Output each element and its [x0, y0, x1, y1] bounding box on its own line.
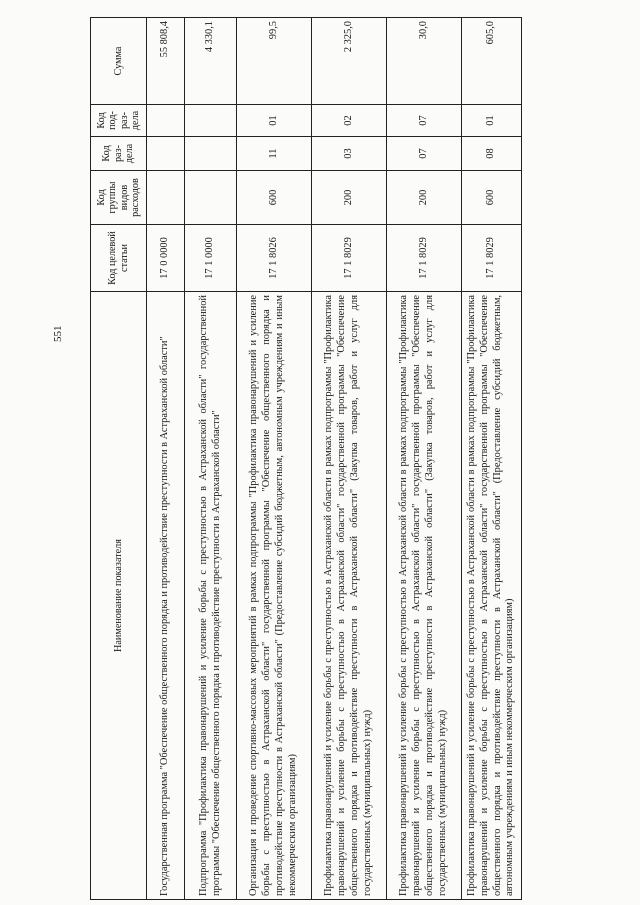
row-target-code: 17 1 8026: [237, 225, 312, 292]
budget-table: [90, 17, 522, 900]
table-row: [147, 18, 185, 900]
table-row: [387, 18, 462, 900]
row-name: Профилактика правонарушений и усиление борьбы с преступностью в Астраханской области в рамках подпрограммы "Профилактика правонарушений и усиление борьбы с преступностью в Астраханской области" государственной программы "Обеспечение общественного порядка и противодействие преступности в Астраханской области" (Предоставление субсидий бюджетным, автономным учреждениям и иным некоммерческим организациям): [462, 292, 522, 900]
row-target-code: 17 1 8029: [462, 225, 522, 292]
row-section: 11: [237, 137, 312, 171]
table-row: [462, 18, 522, 900]
row-expense-group: 600: [237, 171, 312, 225]
row-subsection: [185, 105, 237, 137]
page-number: 551: [52, 325, 64, 342]
header-sum: Сумма: [91, 18, 147, 105]
row-sum: 55 808,4: [147, 18, 185, 105]
row-sum: 605,0: [462, 18, 522, 105]
row-section: [147, 137, 185, 171]
row-target-code: 17 0 0000: [147, 225, 185, 292]
row-subsection: 01: [237, 105, 312, 137]
row-sum: 2 325,0: [312, 18, 387, 105]
row-subsection: [147, 105, 185, 137]
row-sum: 30,0: [387, 18, 462, 105]
row-sum: 4 330,1: [185, 18, 237, 105]
header-subsection: Код под-раз-дела: [91, 105, 147, 137]
row-section: 03: [312, 137, 387, 171]
table-row: [185, 18, 237, 900]
row-section: [185, 137, 237, 171]
row-expense-group: 200: [387, 171, 462, 225]
row-name: Организация и проведение спортивно-массовых мероприятий в рамках подпрограммы "Профилактика правонарушений и усиление борьбы с преступностью в Астраханской области" государственной программы "Обеспечение общественного порядка и противодействие преступности в Астраханской области" (Предоставление субсидий бюджетным, автономным учреждениям и иным некоммерческим организациям): [237, 292, 312, 900]
header-name: Наименование показателя: [91, 292, 147, 900]
row-target-code: 17 1 8029: [312, 225, 387, 292]
header-expense-group: Код группы видов расходов: [91, 171, 147, 225]
row-name: Государственная программа "Обеспечение общественного порядка и противодействие преступности в Астраханской области": [147, 292, 185, 900]
row-subsection: 01: [462, 105, 522, 137]
table-row: [312, 18, 387, 900]
row-expense-group: 600: [462, 171, 522, 225]
row-subsection: 07: [387, 105, 462, 137]
row-target-code: 17 1 0000: [185, 225, 237, 292]
header-section: Код раз-дела: [91, 137, 147, 171]
row-expense-group: 200: [312, 171, 387, 225]
row-expense-group: [147, 171, 185, 225]
row-section: 07: [387, 137, 462, 171]
rotated-page: [90, 18, 521, 900]
row-name: Профилактика правонарушений и усиление борьбы с преступностью в Астраханской области в рамках подпрограммы "Профилактика правонарушений и усиление борьбы с преступностью в Астраханской области" государственной программы "Обеспечение общественного порядка и противодействие преступности в Астраханской области" (Закупка товаров, работ и услуг для государственных (муниципальных) нужд): [387, 292, 462, 900]
table-header-row: [91, 18, 147, 900]
row-name: Подпрограмма "Профилактика правонарушений и усиление борьбы с преступностью в Астраханской области" государственной программы "Обеспечение общественного порядка и противодействие преступности в Астраханской области": [185, 292, 237, 900]
row-expense-group: [185, 171, 237, 225]
row-sum: 99,5: [237, 18, 312, 105]
table-row: [237, 18, 312, 900]
row-section: 08: [462, 137, 522, 171]
row-name: Профилактика правонарушений и усиление борьбы с преступностью в Астраханской области в рамках подпрограммы "Профилактика правонарушений и усиление борьбы с преступностью в Астраханской области" государственной программы "Обеспечение общественного порядка и противодействие преступности в Астраханской области" (Закупка товаров, работ и услуг для государственных (муниципальных) нужд): [312, 292, 387, 900]
header-target-code: Код целевой статьи: [91, 225, 147, 292]
row-subsection: 02: [312, 105, 387, 137]
row-target-code: 17 1 8029: [387, 225, 462, 292]
